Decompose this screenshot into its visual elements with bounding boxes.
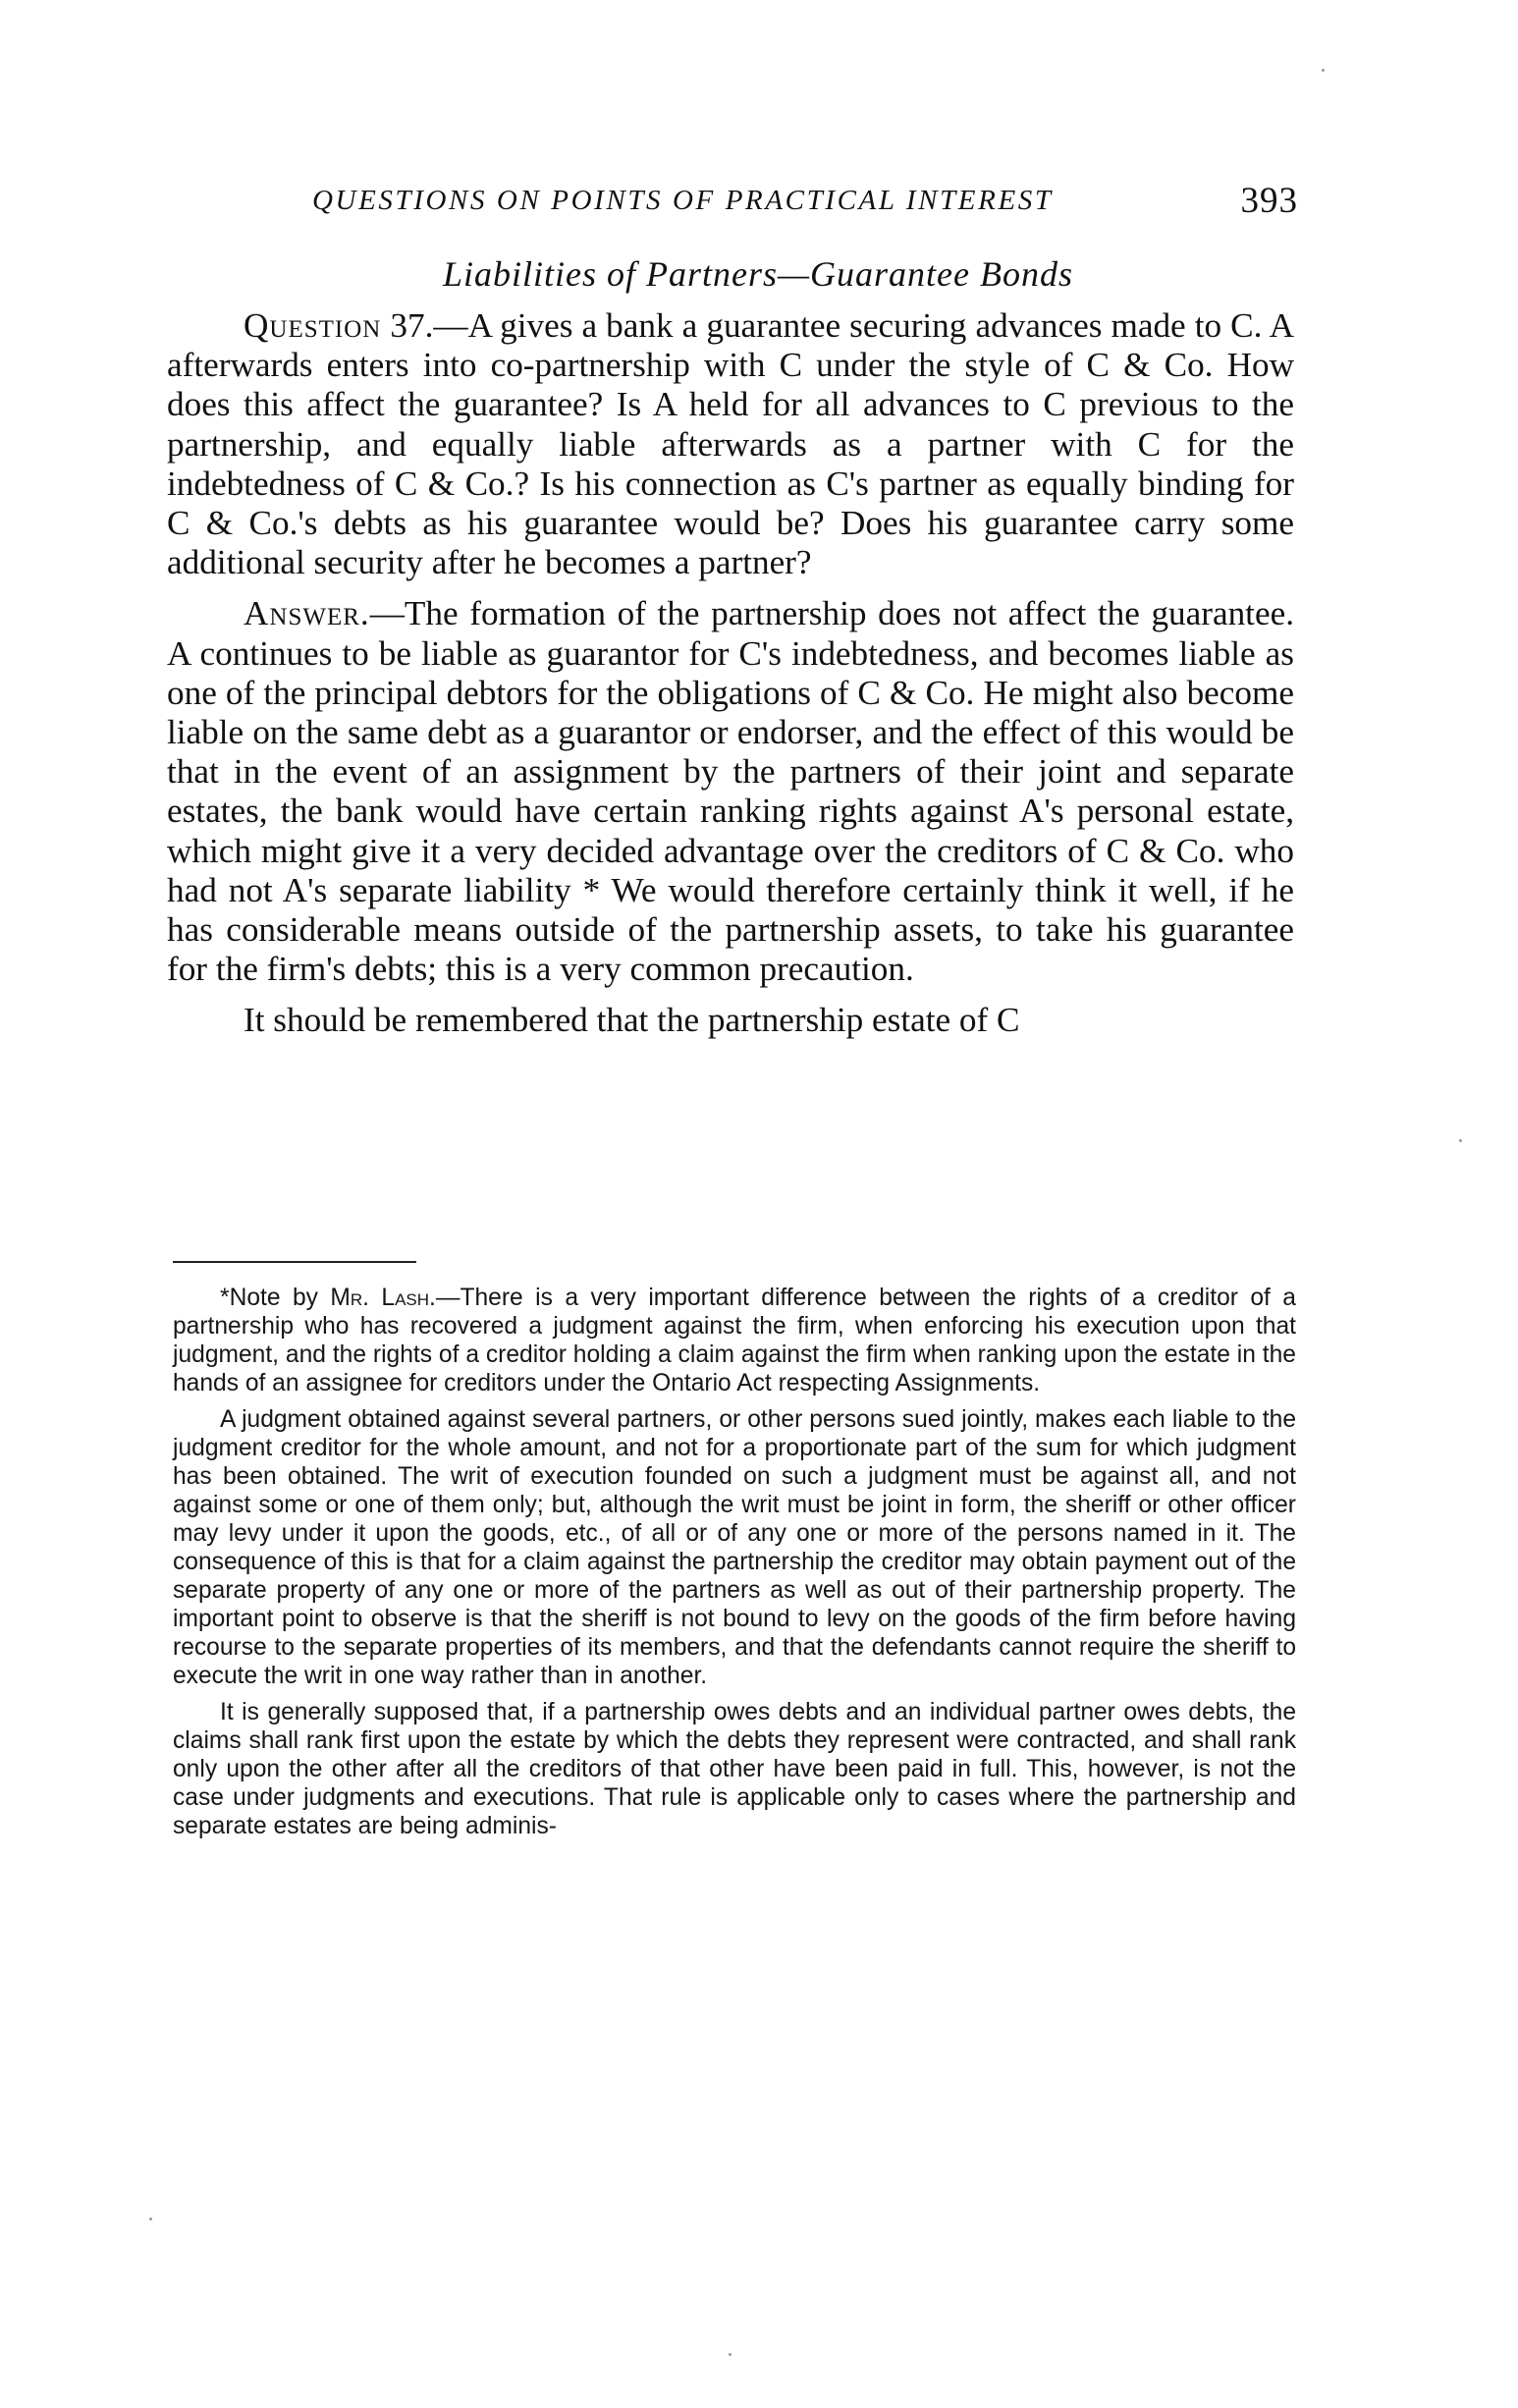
continuation-text: It should be remembered that the partnership estate of C [244, 1001, 1020, 1040]
paper-speck [1459, 1139, 1462, 1142]
answer-paragraph [167, 594, 1294, 989]
question-text: 37.—A gives a bank a guarantee securing advances made to C. A afterwards enters into co-partnership with C under the style of C & Co. How does this affect the guarantee? Is A held for all advances to C previous to the partnership, and equally liable afterwards as a partner with C for the indebtedness of C & Co.? Is his connection as C's partner as equally binding for C & Co.'s debts as his guarantee would be? Does his guarantee carry some additional security after he becomes a partner? [167, 306, 1294, 582]
footnote-paragraph-1 [173, 1284, 1296, 1397]
paper-speck [729, 2353, 732, 2356]
footnote-paragraph-2 [173, 1405, 1296, 1690]
footnote-author: Mr. Lash [330, 1285, 430, 1311]
main-text [167, 306, 1294, 1041]
footnote-text-1: .—There is a very important difference between the rights of a creditor of a partnership who has recovered a judgment against the firm, when enforcing his execution upon that judgment, and the rights of a creditor holding a claim against the firm when ranking upon the estate in the hands of an assignee for creditors under the Ontario Act respecting Assignments. [173, 1285, 1296, 1396]
paper-speck [1322, 69, 1325, 72]
page-number: 393 [1240, 181, 1298, 221]
footnote-text-2: A judgment obtained against several partners, or other persons sued jointly, makes each liable to the judgment creditor for the whole amount, and not for a proportionate part of the sum for which judgment has been obtained. The writ of execution founded on such a judgment must be against all, and not against some or one of them only; but, although the writ must be joint in form, the sheriff or other officer may levy under it upon the goods, etc., of all or of any one or more of the persons named in it. The consequence of this is that for a claim against the partnership the creditor may obtain payment out of the separate property of any one or more of the partners as well as out of their partnership property. The important point to observe is that the sheriff is not bound to levy on the goods of the firm before having recourse to the separate properties of its members, and that the defendants cannot require the sheriff to execute the writ in one way rather than in another. [173, 1406, 1296, 1689]
footnote-intro: *Note by [220, 1285, 331, 1311]
footnote-text-3: It is generally supposed that, if a partnership owes debts and an individual partner owes debts, the claims shall rank first upon the estate by which the debts they represent were contracted, and shall rank only upon the other after all the creditors of that other have been paid in full. This, however, is not the case under judgments and executions. That rule is applicable only to cases where the partnership and separate estates are being adminis- [173, 1699, 1296, 1839]
answer-label: Answer. [244, 594, 370, 633]
footnote-block [173, 1284, 1296, 1840]
footnote-divider [173, 1261, 416, 1263]
section-title: Liabilities of Partners—Guarantee Bonds [443, 254, 1073, 294]
question-paragraph [167, 306, 1294, 582]
question-label: Question [244, 306, 382, 345]
answer-text: —The formation of the partnership does not affect the guarantee. A continues to be liable as guarantor for C's indebtedness, and becomes liable as one of the principal debtors for the obligations of C & Co. He might also become liable on the same debt as a guarantor or endorser, and the effect of this would be that in the event of an assignment by the partners of their joint and separate estates, the bank would have certain ranking rights against A's personal estate, which might give it a very decided advantage over the creditors of C & Co. who had not A's separate liability * We would therefore certainly think it well, if he has considerable means outside of the partnership assets, to take his guarantee for the firm's debts; this is a very common precaution. [167, 594, 1294, 989]
continuation-paragraph [167, 1001, 1294, 1040]
page-header [312, 181, 1298, 230]
paper-speck [149, 2217, 152, 2220]
footnote-paragraph-3 [173, 1698, 1296, 1840]
running-head: QUESTIONS ON POINTS OF PRACTICAL INTEREST [312, 185, 1054, 216]
